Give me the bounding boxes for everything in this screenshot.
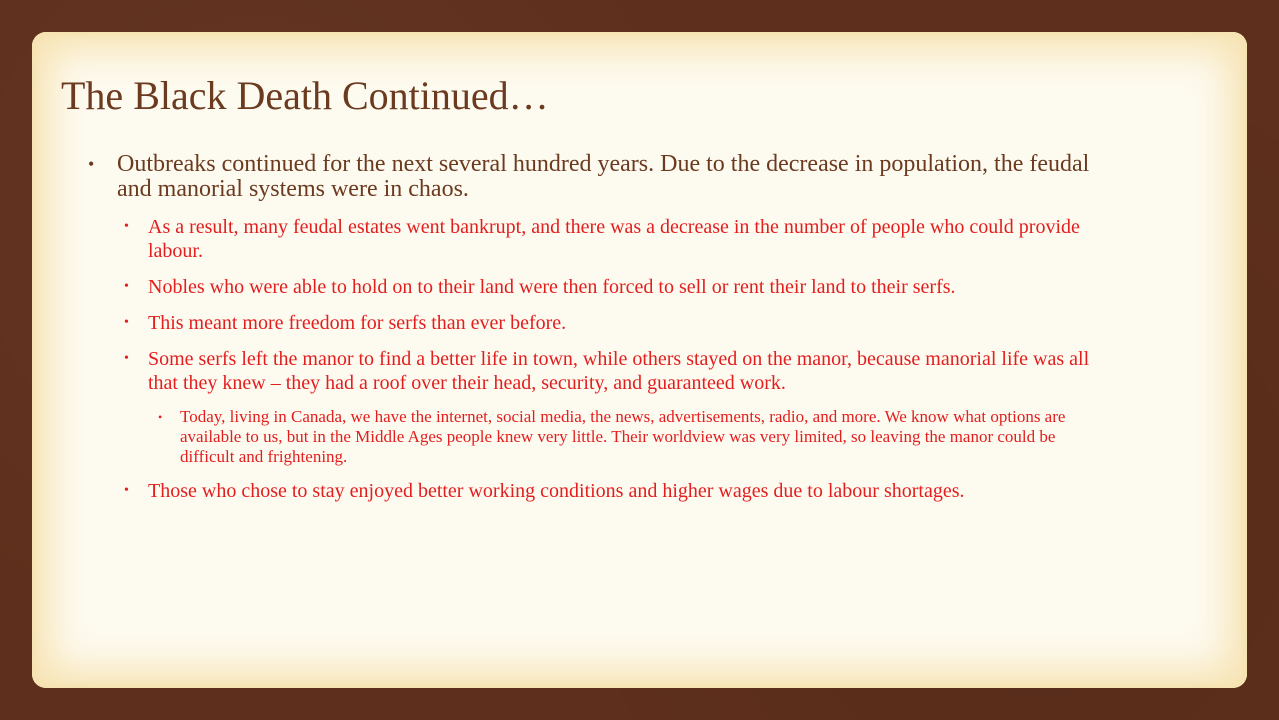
bullet-list xyxy=(88,152,1098,515)
slide xyxy=(32,32,1247,688)
bullet-text: As a result, many feudal estates went bankrupt, and there was a decrease in the number of people who could provide labour. xyxy=(148,216,1080,262)
bullet-icon: • xyxy=(124,315,129,330)
bullet-icon: • xyxy=(158,410,163,424)
bullet-text: This meant more freedom for serfs than ever before. xyxy=(148,312,567,334)
bullet-text: Outbreaks continued for the next several hundred years. Due to the decrease in population, the feudal and manorial systems were in chaos. xyxy=(117,151,1090,202)
bullet-icon: • xyxy=(88,154,95,174)
sub-bullet-item xyxy=(88,275,1098,299)
bullet-item xyxy=(88,152,1098,202)
bullet-text: Today, living in Canada, we have the internet, social media, the news, advertisements, radio, and more. We know what options are available to us, but in the Middle Ages people knew very little. Their worldview was very limited, so leaving the manor could be difficult and frightening. xyxy=(180,407,1066,466)
bullet-text: Those who chose to stay enjoyed better working conditions and higher wages due to labour shortages. xyxy=(148,480,965,502)
bullet-icon: • xyxy=(124,219,129,234)
sub-bullet-item xyxy=(88,311,1098,335)
sub-bullet-item xyxy=(88,215,1098,263)
bullet-icon: • xyxy=(124,351,129,366)
slide-title: The Black Death Continued… xyxy=(61,73,549,118)
bullet-icon: • xyxy=(124,279,129,294)
bullet-text: Nobles who were able to hold on to their land were then forced to sell or rent their land to their serfs. xyxy=(148,276,956,298)
sub-bullet-item xyxy=(88,347,1098,395)
bullet-text: Some serfs left the manor to find a better life in town, while others stayed on the manor, because manorial life was all that they knew – they had a roof over their head, security, and guaranteed work. xyxy=(148,348,1090,394)
sub-bullet-item xyxy=(88,479,1098,503)
sub-sub-bullet-item xyxy=(88,407,1098,467)
bullet-icon: • xyxy=(124,483,129,498)
